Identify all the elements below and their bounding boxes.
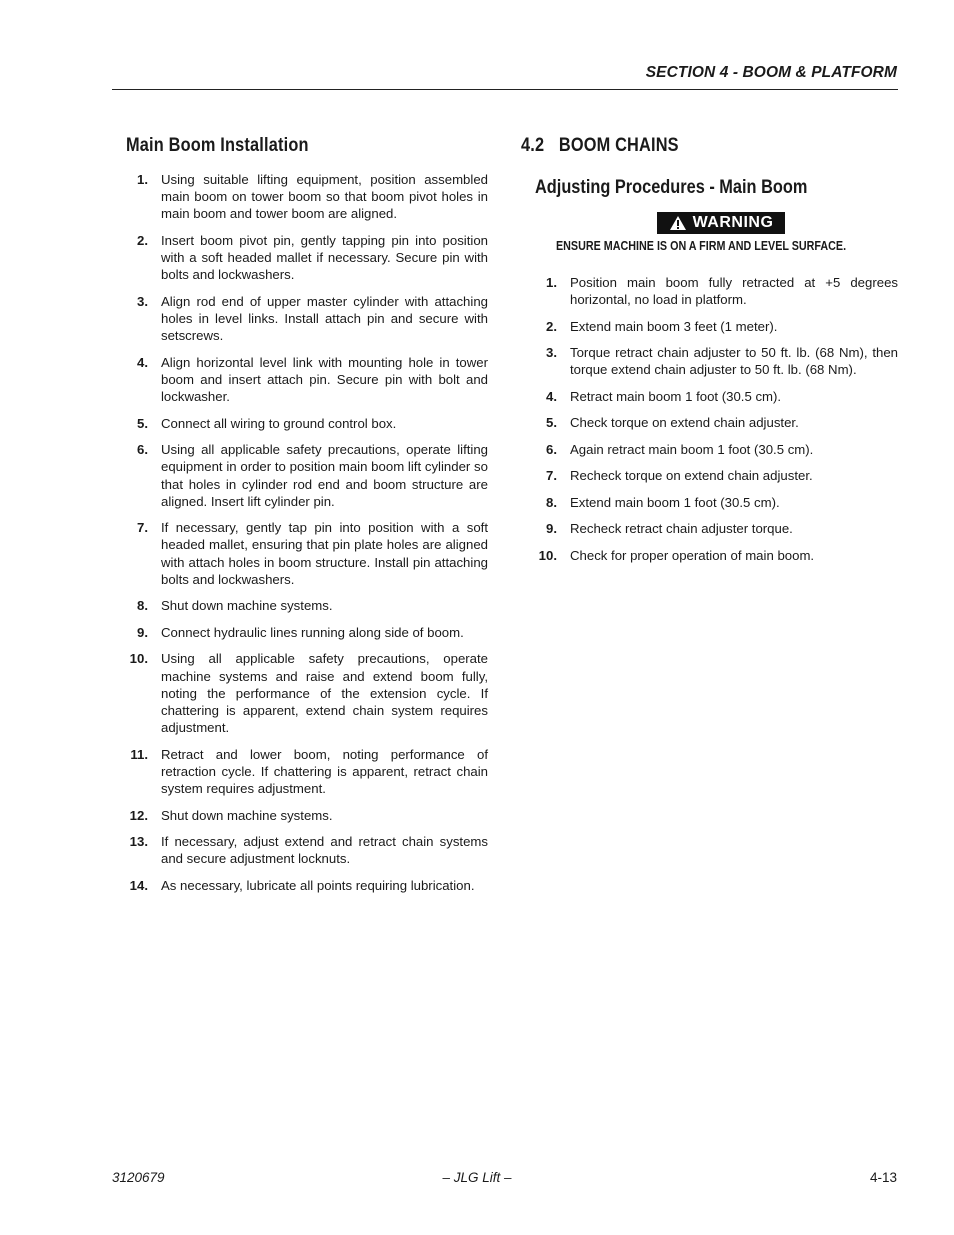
step-text: Extend main boom 1 foot (30.5 cm). xyxy=(570,494,780,510)
step-number: 1. xyxy=(137,172,148,187)
step-item xyxy=(126,232,488,284)
step-text: If necessary, gently tap pin into position with a soft headed mallet, ensuring that pin plate holes are aligned with attach holes in boom structure. Install pin attaching bolts and lockwashers. xyxy=(161,520,488,587)
warning-triangle-icon xyxy=(669,215,687,231)
step-text: Align horizontal level link with mounting hole in tower boom and insert attach pin. Secure pin with bolt and lockwasher. xyxy=(161,354,488,405)
section-title: SECTION 4 - BOOM & PLATFORM xyxy=(645,64,897,81)
warning-label-text: WARNING xyxy=(692,214,774,231)
installation-steps-list xyxy=(126,171,488,903)
step-text: Shut down machine systems. xyxy=(161,807,333,823)
step-item xyxy=(126,415,488,432)
boom-chains-heading xyxy=(521,135,679,157)
adjusting-procedures-heading: Adjusting Procedures - Main Boom xyxy=(535,177,808,198)
step-number: 7. xyxy=(137,520,148,536)
step-number: 7. xyxy=(546,468,557,484)
step-item xyxy=(126,441,488,510)
step-text: Connect all wiring to ground control box. xyxy=(161,415,397,431)
step-text: Torque retract chain adjuster to 50 ft. lb. (68 Nm), then torque extend chain adjuster to 50 ft. lb. (68 Nm). xyxy=(570,345,898,378)
step-text: Using all applicable safety precautions, operate machine systems and raise and extend boom fully, noting the performance of the extension cycle. If chattering is apparent, extend chain system requires adjustment. xyxy=(161,651,488,736)
step-number: 9. xyxy=(137,624,148,640)
step-number: 3. xyxy=(137,293,148,309)
step-number: 8. xyxy=(546,494,557,510)
step-text: Connect hydraulic lines running along side of boom. xyxy=(161,624,464,640)
step-number: 6. xyxy=(546,441,557,457)
step-number: 3. xyxy=(546,345,557,361)
step-item xyxy=(535,414,898,431)
step-item xyxy=(535,467,898,484)
step-text: Retract and lower boom, noting performance of retraction cycle. If chattering is apparent, retract chain system requires adjustment. xyxy=(161,746,488,797)
step-number: 5. xyxy=(546,415,557,431)
step-item xyxy=(126,293,488,345)
section-heading-text: BOOM CHAINS xyxy=(558,135,679,156)
step-text: As necessary, lubricate all points requiring lubrication. xyxy=(161,877,475,893)
step-text: Insert boom pivot pin, gently tapping pin into position with a soft headed mallet if necessary. Secure pin with bolts and lockwashers. xyxy=(161,232,488,283)
step-number: 2. xyxy=(546,318,557,334)
step-item xyxy=(126,624,488,641)
step-number: 2. xyxy=(137,232,148,248)
warning-message: ENSURE MACHINE IS ON A FIRM AND LEVEL SURFACE. xyxy=(556,239,847,253)
step-number: 14. xyxy=(129,877,148,893)
footer-doc-number: 3120679 xyxy=(112,1170,165,1185)
step-item xyxy=(126,807,488,824)
step-number: 8. xyxy=(137,598,148,614)
step-item xyxy=(535,344,898,378)
step-text: Recheck retract chain adjuster torque. xyxy=(570,521,793,537)
step-text: Check for proper operation of main boom. xyxy=(570,547,815,563)
step-item xyxy=(535,520,898,537)
step-number: 4. xyxy=(546,388,557,404)
step-text: Align rod end of upper master cylinder with attaching holes in level links. Install attach pin and secure with setscrews. xyxy=(161,293,488,344)
step-item xyxy=(126,354,488,406)
step-number: 9. xyxy=(546,521,557,537)
step-item xyxy=(126,519,488,588)
step-item xyxy=(126,877,488,894)
step-text: Using all applicable safety precautions, operate lifting equipment in order to position main boom lift cylinder so that holes in cylinder rod end and boom structure are aligned. Insert lift cylinder pin. xyxy=(161,442,488,509)
step-number: 6. xyxy=(137,442,148,458)
step-number: 10. xyxy=(129,651,148,667)
step-text: Using suitable lifting equipment, position assembled main boom on tower boom so that boom pivot holes in main boom and tower boom are aligned. xyxy=(161,172,488,222)
step-text: Position main boom fully retracted at +5 degrees horizontal, no load in platform. xyxy=(570,275,898,308)
step-item xyxy=(126,171,488,223)
step-item xyxy=(535,388,898,405)
footer-publisher: – JLG Lift – xyxy=(442,1170,512,1185)
step-number: 1. xyxy=(546,275,557,290)
step-text: If necessary, adjust extend and retract chain systems and secure adjustment locknuts. xyxy=(161,834,488,867)
step-item xyxy=(126,597,488,614)
step-item xyxy=(535,318,898,335)
step-item xyxy=(535,441,898,458)
step-number: 5. xyxy=(137,415,148,431)
step-number: 12. xyxy=(129,807,148,823)
section-number: 4.2 xyxy=(521,135,545,156)
step-text: Again retract main boom 1 foot (30.5 cm). xyxy=(570,441,814,457)
step-text: Shut down machine systems. xyxy=(161,598,333,614)
step-item xyxy=(126,833,488,867)
header-rule xyxy=(112,89,898,90)
adjusting-steps-list xyxy=(535,274,898,573)
step-item xyxy=(126,746,488,798)
step-item xyxy=(535,547,898,564)
step-number: 4. xyxy=(137,354,148,370)
step-number: 13. xyxy=(129,834,148,850)
step-item xyxy=(535,494,898,511)
step-text: Extend main boom 3 feet (1 meter). xyxy=(570,318,778,334)
main-boom-installation-heading: Main Boom Installation xyxy=(126,135,309,156)
step-number: 10. xyxy=(538,547,557,563)
warning-label xyxy=(657,212,785,234)
step-item xyxy=(535,274,898,308)
step-text: Recheck torque on extend chain adjuster. xyxy=(570,468,813,484)
step-item xyxy=(126,650,488,736)
step-text: Retract main boom 1 foot (30.5 cm). xyxy=(570,388,782,404)
step-text: Check torque on extend chain adjuster. xyxy=(570,415,799,431)
step-number: 11. xyxy=(130,746,148,762)
footer-page-number: 4-13 xyxy=(869,1170,897,1185)
